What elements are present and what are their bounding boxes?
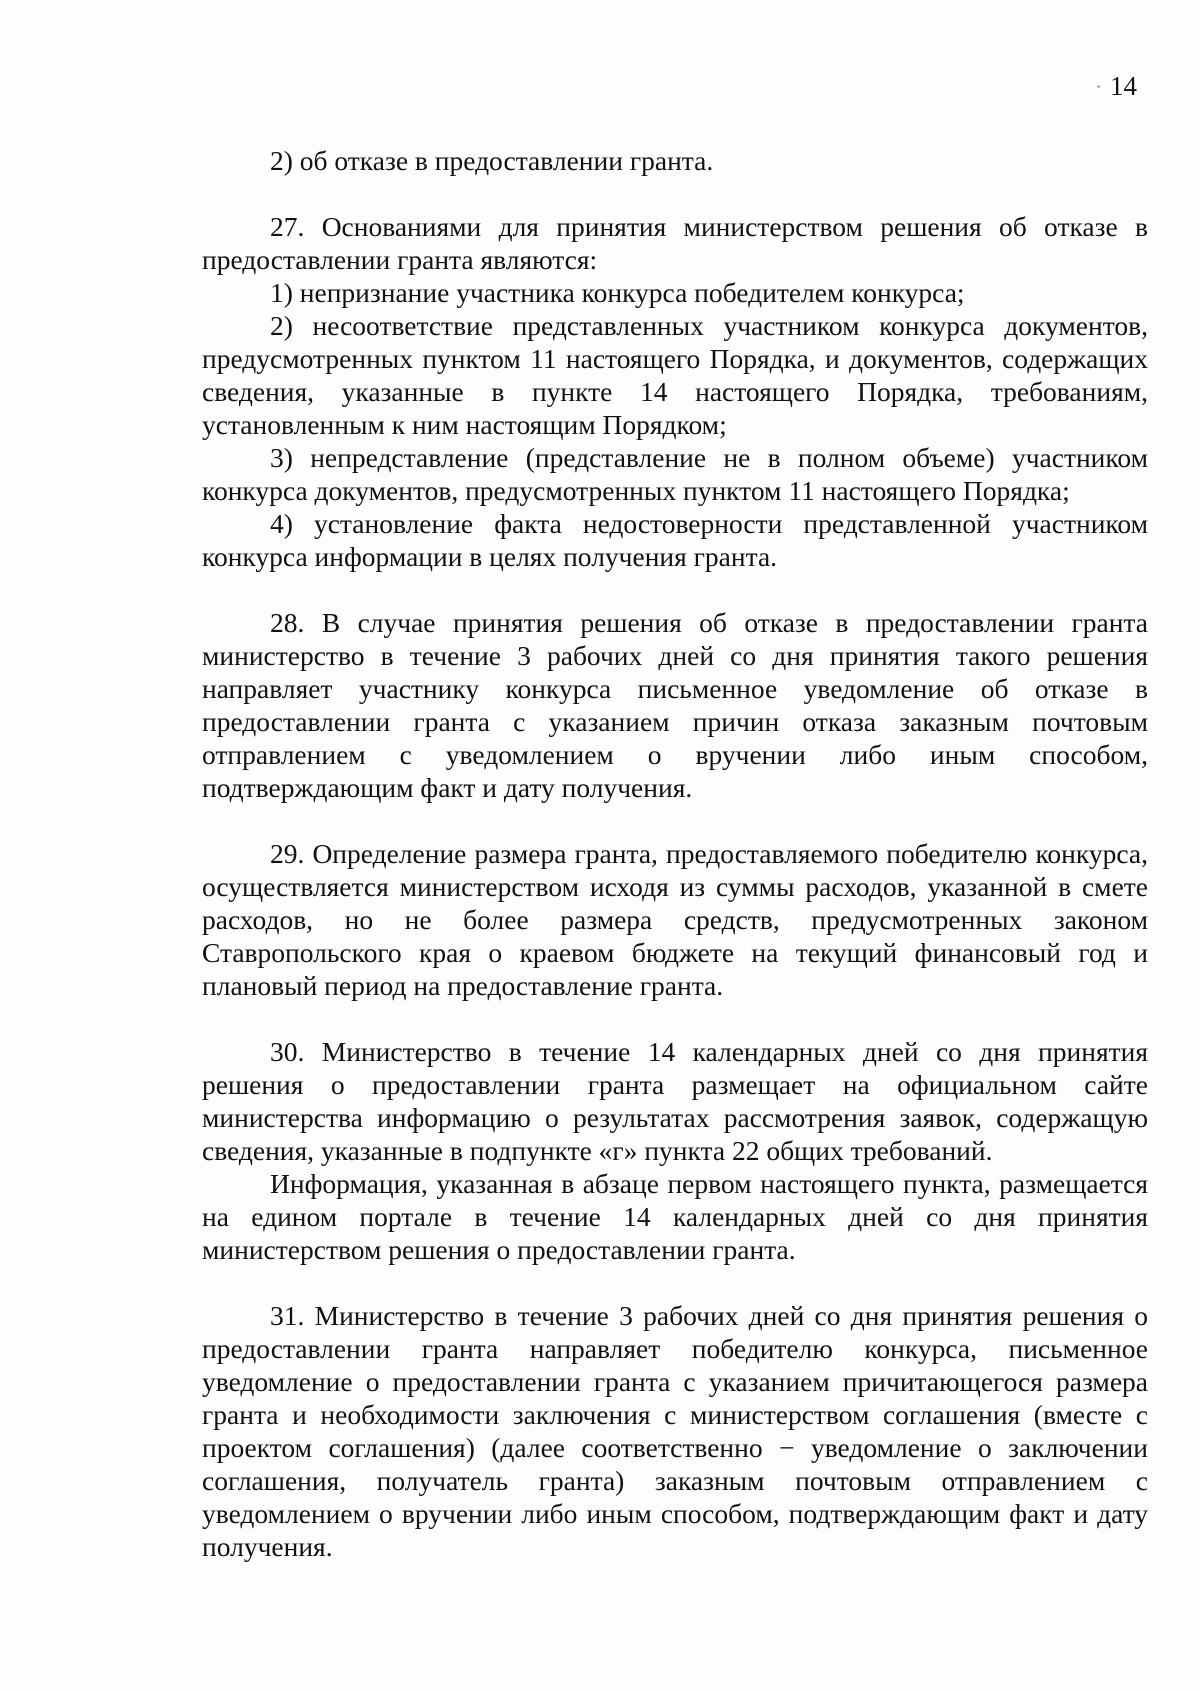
paragraph-27: 27. Основаниями для принятия министерством решения об отказе в предоставлении гранта являются: [202, 211, 1148, 275]
page-number [1096, 70, 1137, 102]
document-body [202, 144, 1148, 1563]
paragraph-28: 28. В случае принятия решения об отказе в предоставлении гранта министерство в течение 3 рабочих дней со дня принятия такого решения направляет участнику конкурса письменное уведомление об отказе в предоставлении гранта с указанием причин отказа заказным почтовым отправлением с уведомлением о вручении либо иным способом, подтверждающим факт и дату получения. [202, 607, 1148, 803]
paragraph-26-2: 2) об отказе в предоставлении гранта. [270, 145, 714, 176]
paragraph-31: 31. Министерство в течение 3 рабочих дней со дня принятия решения о предоставлении гранта направляет победителю конкурса, письменное уведомление о предоставлении гранта с указанием причитающегося размера гранта и необходимости заключения с министерством соглашения (вместе с проектом соглашения) (далее соответственно − уведомление о заключении соглашения, получатель гранта) заказным почтовым отправлением с уведомлением о вручении либо иным способом, подтверждающим факт и дату получения. [202, 1300, 1148, 1562]
paragraph-30: 30. Министерство в течение 14 календарных дней со дня принятия решения о предоставлении гранта размещает на официальном сайте министерства информацию о результатах рассмотрения заявок, содержащую сведения, указанные в подпункте «г» пункта 22 общих требований. [202, 1036, 1148, 1166]
paragraph-29: 29. Определение размера гранта, предоставляемого победителю конкурса, осуществляется министерством исходя из суммы расходов, указанной в смете расходов, но не более размера средств, предусмотренных законом Ставропольского края о краевом бюджете на текущий финансовый год и плановый период на предоставление гранта. [202, 838, 1148, 1001]
paragraph-27-1: 1) непризнание участника конкурса победителем конкурса; [270, 277, 965, 308]
paragraph-27-2: 2) несоответствие представленных участником конкурса документов, предусмотренных пунктом 11 настоящего Порядка, и документов, содержащих сведения, указанные в пункте 14 настоящего Порядка, требованиям, установленным к ним настоящим Порядком; [202, 310, 1148, 440]
paragraph-30-2: Информация, указанная в абзаце первом настоящего пункта, размещается на едином портале в течение 14 календарных дней со дня принятия министерством решения о предоставлении гранта. [202, 1168, 1148, 1265]
paragraph-27-4: 4) установление факта недостоверности представленной участником конкурса информации в целях получения гранта. [202, 508, 1148, 572]
scan-mark: · [1096, 79, 1102, 96]
page-number-text: 14 [1110, 71, 1137, 101]
paragraph-27-3: 3) непредставление (представление не в полном объеме) участником конкурса документов, предусмотренных пунктом 11 настоящего Порядка; [202, 442, 1148, 506]
